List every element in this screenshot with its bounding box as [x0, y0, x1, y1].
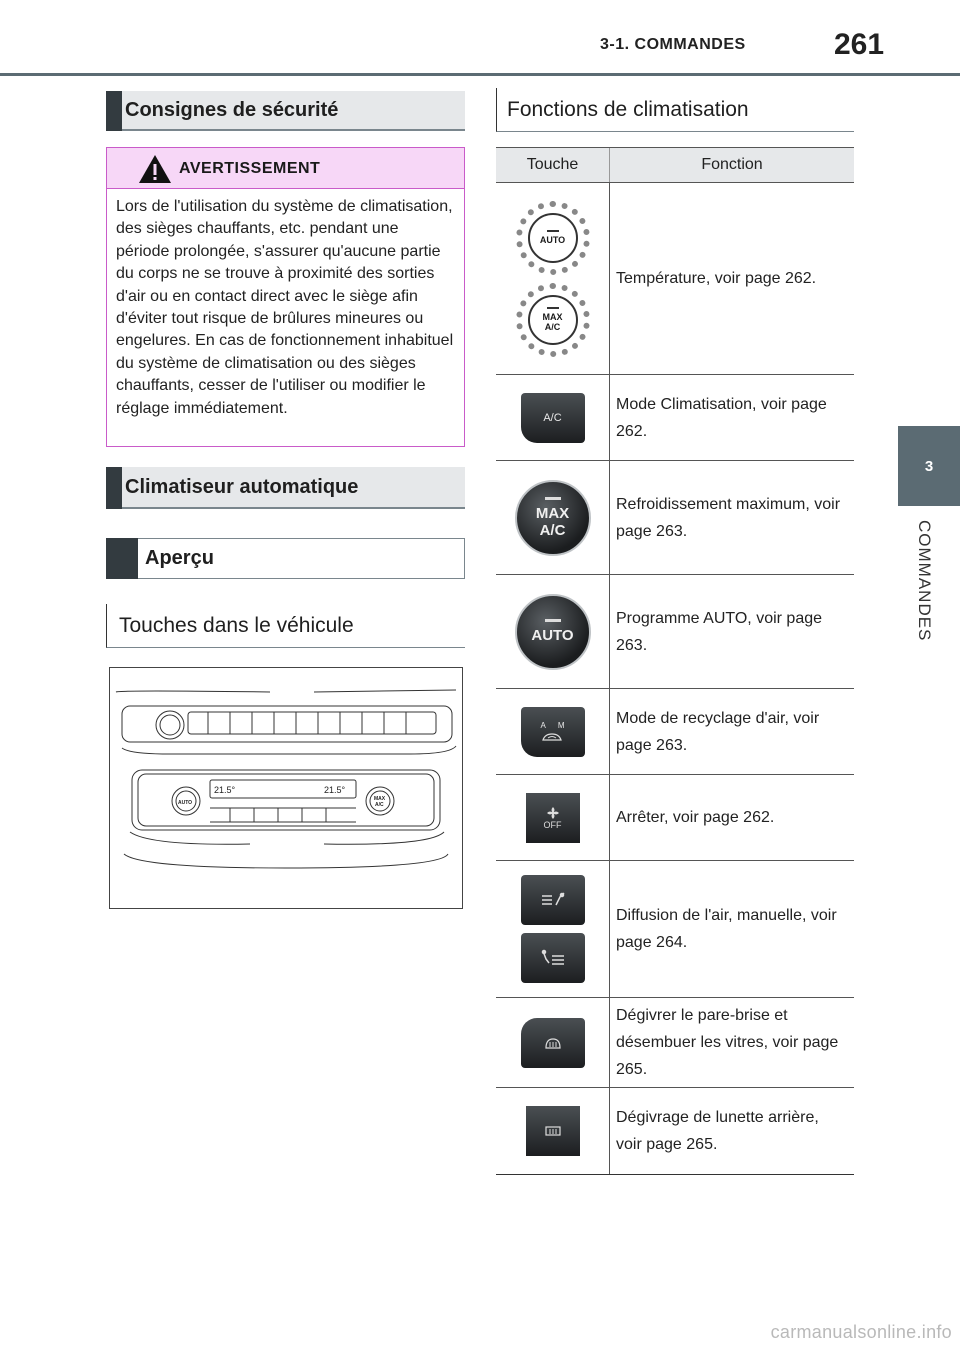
figure-auto-label: AUTO: [178, 800, 193, 806]
function-text: Dégivrer le pare-brise et désembuer les vitres, voir page 265.: [616, 1007, 839, 1078]
overview-heading-text: Aperçu: [145, 547, 214, 569]
warning-triangle-icon: [137, 153, 173, 185]
table-row: [496, 861, 854, 998]
functions-heading: [496, 88, 854, 132]
climate-panel-drawing: [110, 668, 462, 908]
table-row: [496, 375, 854, 461]
function-text: Dégivrage de lunette arrière, voir page 265.: [616, 1109, 819, 1153]
auto-button: AUTO: [515, 594, 591, 670]
table-header: [496, 147, 854, 183]
ac-button: A/C: [521, 393, 585, 443]
figure-temp-right: 21.5°: [324, 785, 346, 795]
windshield-defrost-button: [521, 1018, 585, 1068]
functions-table: [496, 147, 854, 1175]
overview-heading: [106, 538, 465, 579]
function-text: Programme AUTO, voir page 263.: [616, 609, 823, 654]
temperature-dial-max: MAX A/C: [516, 283, 590, 357]
keys-heading: [106, 604, 465, 648]
auto-climate-heading: [106, 467, 465, 509]
chapter-tab-label: COMMANDES: [915, 520, 934, 642]
table-row: [496, 1088, 854, 1174]
table-row: [496, 461, 854, 575]
windshield-defrost-icon: [544, 1036, 562, 1050]
function-text: Mode de recyclage d'air, voir page 263.: [616, 709, 820, 754]
function-text: Arrêter, voir page 262.: [616, 809, 775, 826]
rear-defrost-button: [526, 1106, 580, 1156]
temperature-dial-auto: AUTO: [516, 201, 590, 275]
recirculation-icon: [541, 730, 563, 742]
recirculation-button: A M: [521, 707, 585, 757]
header-rule: [0, 73, 960, 76]
function-text: Mode Climatisation, voir page 262.: [616, 395, 827, 440]
functions-heading-text: Fonctions de climatisation: [507, 97, 749, 121]
air-distribution-upper-icon: [540, 891, 566, 909]
warning-box: [106, 147, 465, 447]
watermark: carmanualsonline.info: [770, 1322, 952, 1342]
safety-heading-text: Consignes de sécurité: [125, 98, 339, 121]
figure-max-label: MAX: [374, 796, 386, 802]
climate-panel-figure: [109, 667, 463, 909]
auto-climate-heading-text: Climatiseur automatique: [125, 475, 359, 498]
page-number: 261: [834, 28, 885, 61]
warning-title: AVERTISSEMENT: [179, 159, 321, 177]
air-distribution-lower-button: [521, 933, 585, 983]
air-distribution-lower-icon: [540, 949, 566, 967]
function-text: Refroidissement maximum, voir page 263.: [616, 495, 841, 540]
warning-header: [107, 148, 464, 189]
figure-temp-left: 21.5°: [214, 785, 236, 795]
table-row: [496, 689, 854, 775]
function-text: Température, voir page 262.: [616, 270, 817, 287]
warning-body: Lors de l'utilisation du système de climatisation, des sièges chauffants, etc. pendant une période prolongée, s'assurer qu'aucune partie du corps ne se trouve à proximité des sorties d'air ou en contact direct avec le siège afin d'éviter tout risque de brûlures mineures ou engelures. En cas de fonctionnement inhabituel du système de climatisation ou des sièges chauffants, cesser de l'utiliser ou modifier le réglage immédiatement.: [116, 198, 454, 417]
function-text: Diffusion de l'air, manuelle, voir page 264.: [616, 907, 837, 951]
col-header-key: Touche: [496, 148, 610, 182]
chapter-tab: 3: [898, 426, 960, 506]
off-button: OFF: [526, 793, 580, 843]
table-row: [496, 183, 854, 375]
table-row: [496, 775, 854, 861]
col-header-function: Fonction: [701, 156, 763, 173]
section-title: 3-1. COMMANDES: [600, 36, 746, 53]
figure-ac-label: A/C: [375, 802, 384, 808]
safety-heading: [106, 91, 465, 131]
keys-heading-text: Touches dans le véhicule: [119, 613, 354, 637]
rear-defrost-icon: [544, 1125, 562, 1137]
table-row: [496, 575, 854, 689]
table-row: [496, 998, 854, 1088]
air-distribution-upper-button: [521, 875, 585, 925]
fan-icon: [546, 806, 560, 820]
max-ac-button: MAX A/C: [515, 480, 591, 556]
